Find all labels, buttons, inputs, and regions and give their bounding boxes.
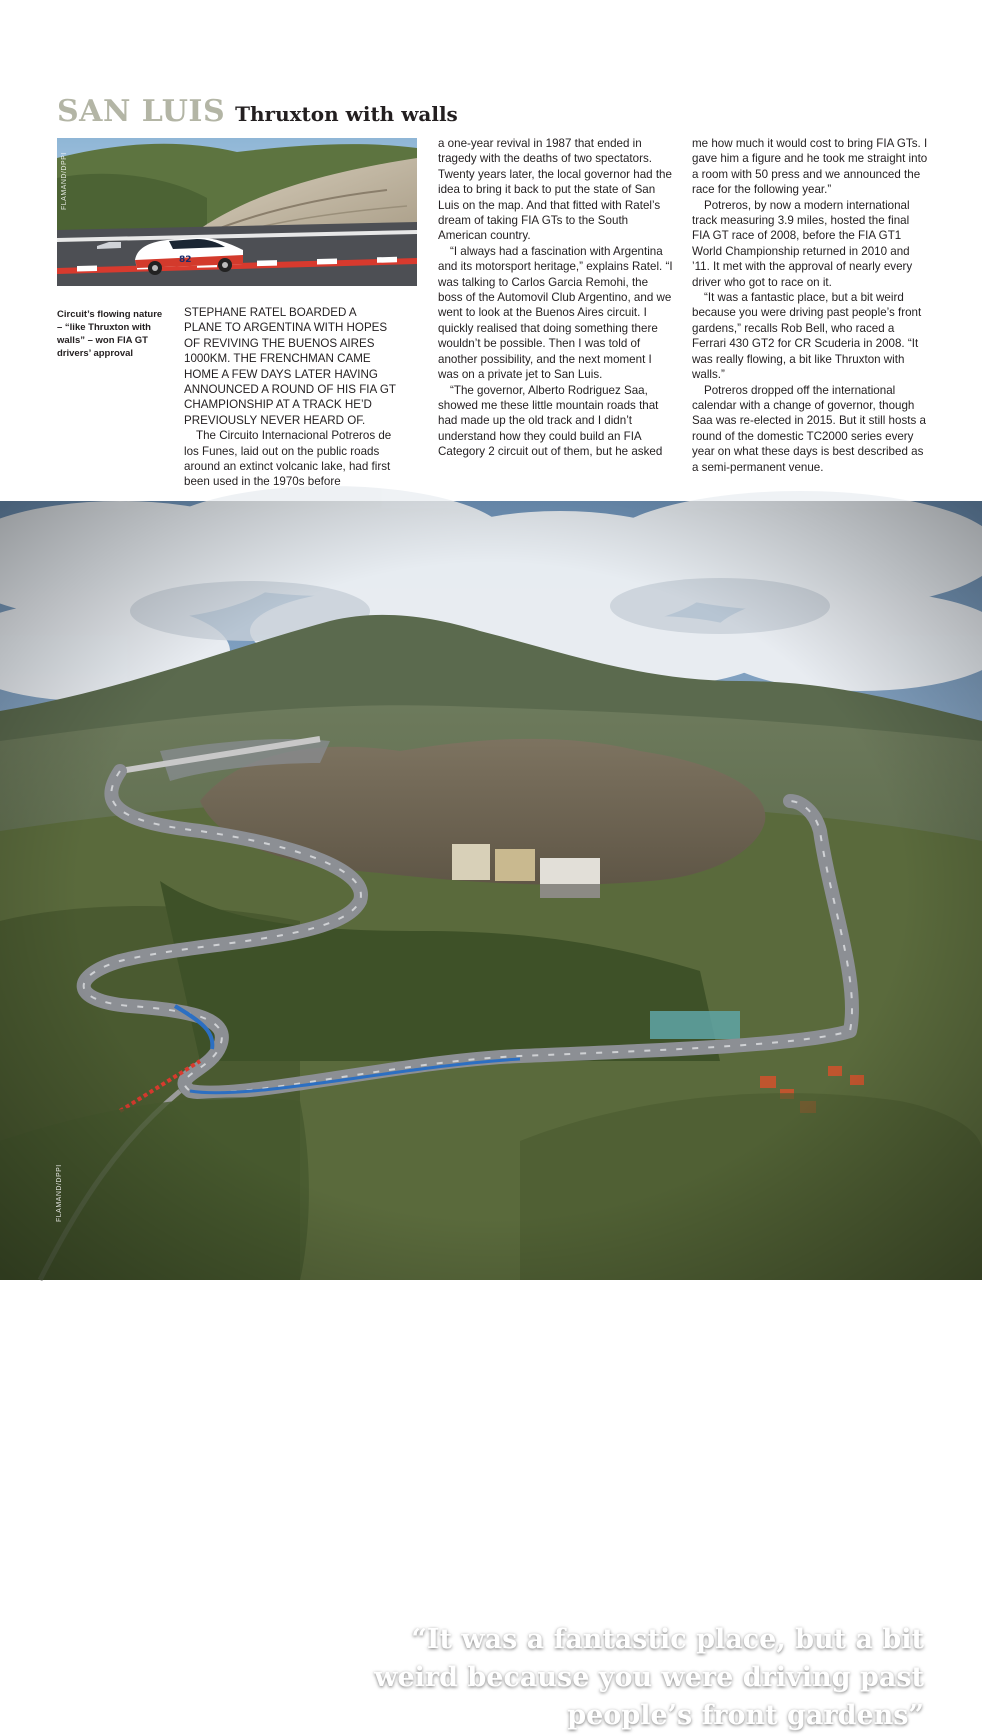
photo-credit: FLAMAND/DPPI [56, 1164, 63, 1222]
pull-quote: “It was a fantastic place, but a bit weird because you were driving past people’s front gardens” [374, 1624, 924, 1731]
article-paragraph: “It was a fantastic place, but a bit weird because you were driving past people’s front gardens,” recalls Rob Bell, who raced a Ferrari 430 GT2 for CR Scuderia in 2008. “It was really flowing, a bit like Thruxton with walls.” [692, 291, 922, 382]
car-number: 82 [179, 255, 192, 265]
race-car-photo [57, 138, 417, 286]
article-paragraph: STEPHANE RATEL BOARDED A PLANE TO ARGENTINA WITH HOPES OF REVIVING THE BUENOS AIRES 1000KM. THE FRENCHMAN CAME HOME A FEW DAYS LATER HAVING ANNOUNCED A ROUND OF HIS FIA GT CHAMPIONSHIP AT A TRACK HE’D PREVIOUSLY NEVER HEARD OF. [184, 306, 396, 427]
article-paragraph: a one-year revival in 1987 that ended in tragedy with the deaths of two spectators. Twenty years later, the local governor had the idea to bring it back to put the state of San Luis on the map. And that fitted with Ratel’s dream of taking FIA GTs to the South American country. [438, 137, 672, 243]
aerial-circuit-illustration [0, 501, 982, 1280]
article-paragraph: The Circuito Internacional Potreros de los Funes, laid out on the public roads around an extinct volcanic lake, had first been used in the 1970s before [184, 429, 392, 489]
article-column-3 [692, 136, 928, 475]
article-paragraph: “I always had a fascination with Argentina and its motorsport heritage,” explains Ratel. “I was talking to Carlos Garcia Remohi, the boss of the Automovil Club Argentino, and we went to look at the Buenos Aires circuit. I quickly realised that doing something there wouldn’t be possible. Then I was told of another possibility, and the next moment I was on a private jet to San Luis. [438, 244, 673, 382]
article-paragraph: Potreros dropped off the international calendar with a change of governor, though Saa was re-elected in 2015. But it still hosts a round of the domestic TC2000 series every year on what these days is best described as a semi-permanent venue. [692, 383, 926, 474]
section-kicker: SAN LUIS [57, 94, 226, 129]
article-column-1 [184, 305, 396, 490]
race-car-illustration [57, 138, 417, 286]
headline [57, 94, 458, 134]
article-paragraph: “The governor, Alberto Rodriguez Saa, showed me these little mountain roads that had made up the old track and I didn’t understand how they could build an FIA Category 2 circuit out of them, but he asked [438, 383, 663, 459]
article-column-2 [438, 136, 674, 460]
aerial-circuit-photo [0, 501, 982, 1731]
photo-credit: FLAMAND/DPPI [61, 152, 68, 210]
article-title: Thruxton with walls [235, 102, 458, 126]
article-paragraph: Potreros, by now a modern international track measuring 3.9 miles, hosted the final FIA GT race of 2008, before the FIA GT1 World Championship returned in 2010 and ’11. It met with the approval of nearly every driver who got to race on it. [692, 198, 913, 289]
article-paragraph: me how much it would cost to bring FIA GTs. I gave him a figure and he took me straight into a room with 50 press and we announced the race for the following year.” [692, 137, 928, 197]
photo-caption: Circuit’s flowing nature – “like Thruxton with walls” – won FIA GT drivers’ approval [57, 309, 163, 359]
